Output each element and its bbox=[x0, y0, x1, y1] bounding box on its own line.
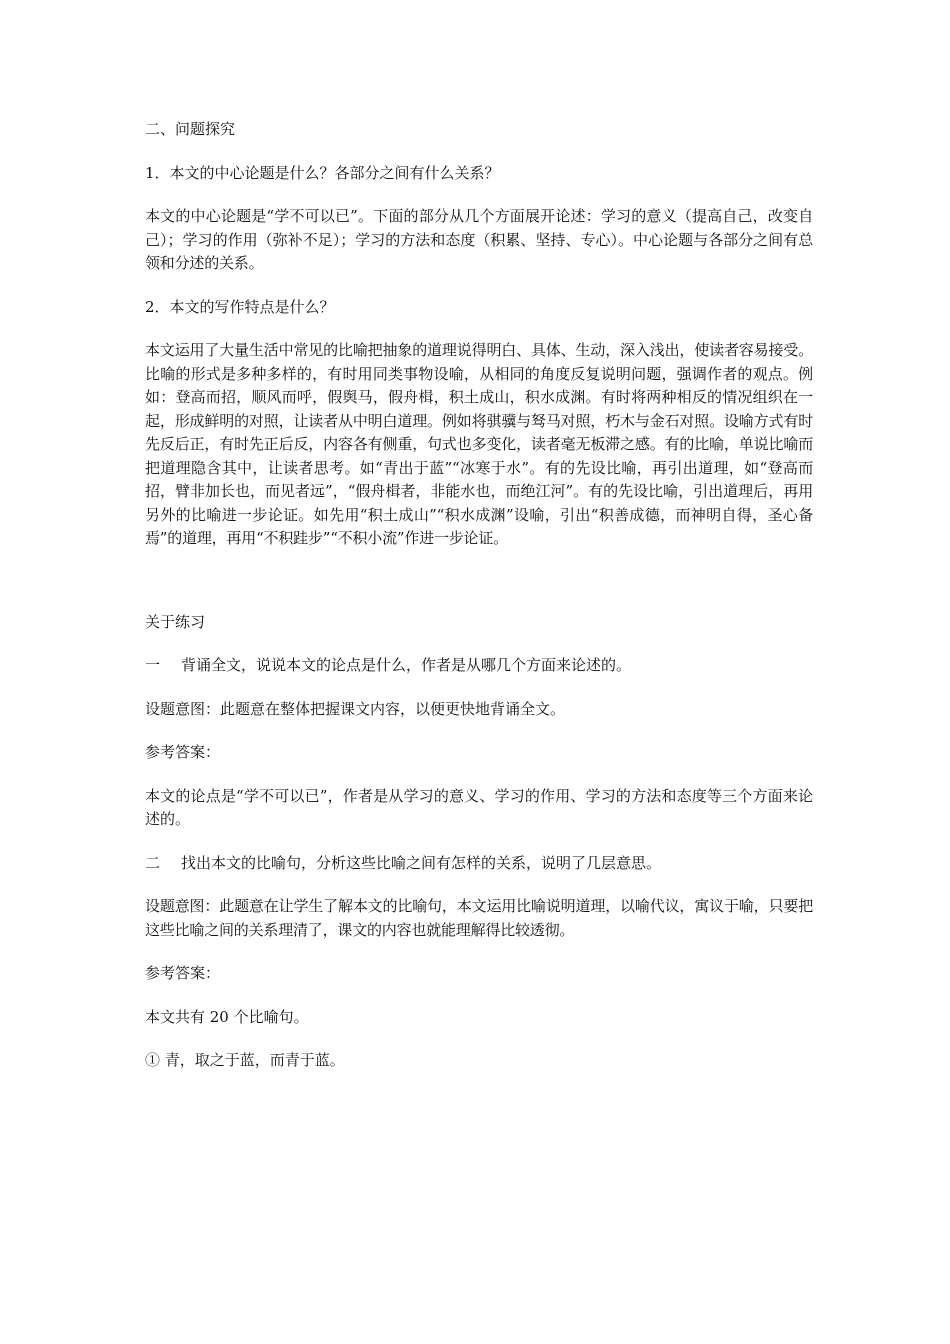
exercise-2-question bbox=[145, 852, 813, 876]
exercise-1-question bbox=[145, 654, 813, 678]
exercise-1-answer: 本文的论点是“学不可以已”，作者是从学习的意义、学习的作用、学习的方法和态度等三个方面来论述的。 bbox=[145, 786, 813, 828]
question-1: 1．本文的中心论题是什么？各部分之间有什么关系？ bbox=[145, 163, 500, 182]
exercise-2-number: 二 bbox=[145, 853, 161, 872]
section-heading: 二、问题探究 bbox=[145, 120, 236, 138]
answer-1: 本文的中心论题是“学不可以已”。下面的部分从几个方面展开论述：学习的意义（提高自己，改变自己）；学习的作用（弥补不足）；学习的方法和态度（积累、坚持、专心）。中心论题与各部分之间有总领和分述的关系。 bbox=[145, 207, 813, 272]
exercise-1-number: 一 bbox=[145, 656, 161, 674]
exercises-heading: 关于练习 bbox=[145, 612, 206, 631]
exercise-2-answer: 本文共有 20 个比喻句。 bbox=[145, 1007, 309, 1026]
exercise-2-intent: 设题意图：此题意在让学生了解本文的比喻句，本文运用比喻说明道理，以喻代议，寓议于喻，只要把这些比喻之间的关系理清了，课文的内容也就能理解得比较透彻。 bbox=[145, 897, 813, 939]
exercise-2-answer-label: 参考答案： bbox=[145, 964, 221, 982]
spacer bbox=[145, 571, 813, 611]
exercise-1-answer-label: 参考答案： bbox=[145, 743, 221, 761]
document-page bbox=[145, 118, 813, 1093]
answer-2: 本文运用了大量生活中常见的比喻把抽象的道理说得明白、具体、生动，深入浅出，使读者容易接受。比喻的形式是多种多样的，有时用同类事物设喻，从相同的角度反复说明问题，强调作者的观点。例如：登高而招，顺风而呼，假舆马，假舟楫，积土成山，积水成渊。有时将两种相反的情况组织在一起，形成鲜明的对照，让读者从中明白道理。例如将骐骥与驽马对照，朽木与金石对照。设喻方式有时先反后正，有时先正后反，内容各有侧重，句式也多变化，读者毫无板滞之感。有的比喻，单说比喻而把道理隐含其中，让读者思考。如“青出于蓝”“冰寒于水”。有的先设比喻，再引出道理，如“登高而招，臂非加长也，而见者远”，“假舟楫者，非能水也，而绝江河”。有的先设比喻，引出道理后，再用另外的比喻进一步论证。如先用“积土成山”“积水成渊”设喻，引出“积善成德，而神明自得，圣心备焉”的道理，再用“不积跬步”“不积小流”作进一步论证。 bbox=[145, 341, 813, 547]
exercise-2-item-1: ① 青，取之于蓝，而青于蓝。 bbox=[145, 1051, 345, 1069]
exercise-1-text: 背诵全文，说说本文的论点是什么，作者是从哪几个方面来论述的。 bbox=[181, 656, 632, 674]
question-2: 2．本文的写作特点是什么？ bbox=[145, 297, 335, 316]
exercise-1-intent: 设题意图：此题意在整体把握课文内容，以便更快地背诵全文。 bbox=[145, 699, 566, 718]
exercise-2-text: 找出本文的比喻句，分析这些比喻之间有怎样的关系，说明了几层意思。 bbox=[181, 853, 662, 872]
